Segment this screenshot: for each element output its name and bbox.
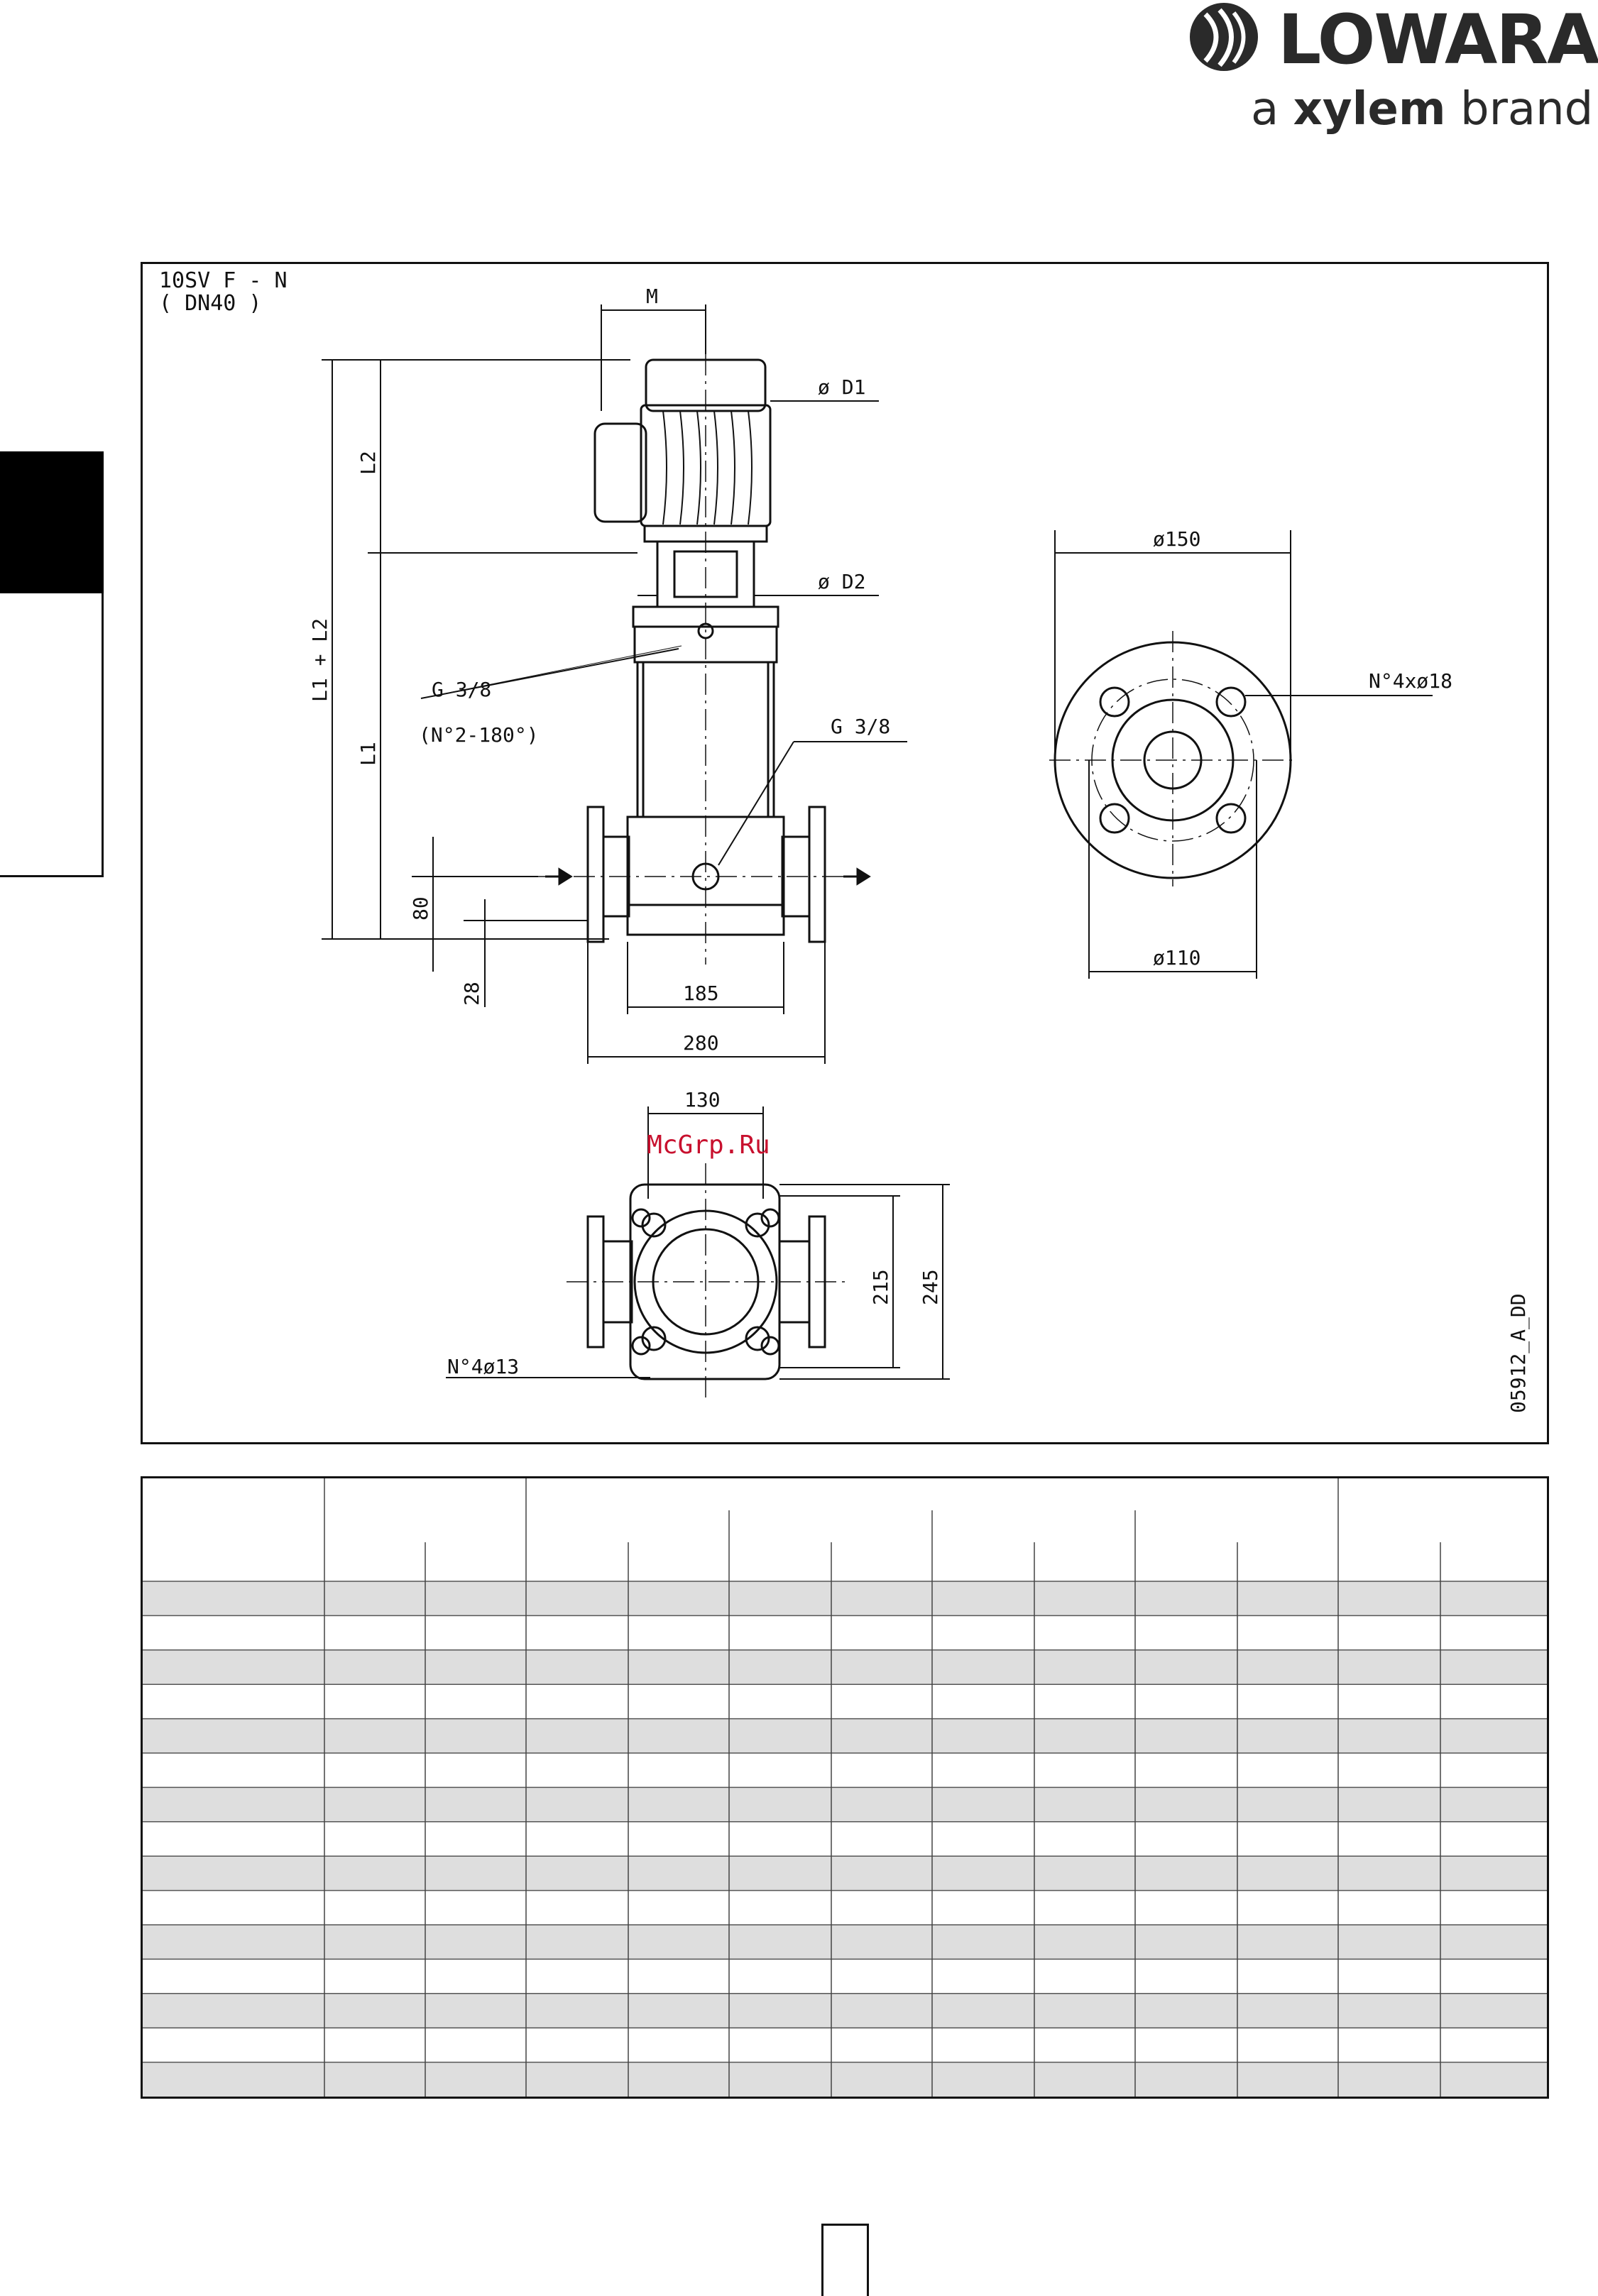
dim-28: 28 — [460, 982, 483, 1006]
brand-tagline — [1251, 83, 1594, 136]
dim-l1-l2: L1 + L2 — [308, 617, 332, 702]
dim-d110: ø110 — [1153, 946, 1201, 970]
dim-n4x18: N°4xø18 — [1369, 669, 1453, 693]
page-number-box — [821, 2224, 869, 2296]
watermark: McGrp.Ru — [647, 1131, 770, 1160]
inlet-flange — [588, 807, 603, 942]
dim-215: 215 — [869, 1269, 892, 1305]
table-row-shaded — [143, 1994, 1547, 2028]
dim-280: 280 — [683, 1031, 719, 1055]
dim-130: 130 — [684, 1088, 721, 1111]
model-size: ( DN40 ) — [159, 291, 262, 316]
dim-n4-13: N°4ø13 — [447, 1355, 520, 1378]
table-row-shaded — [143, 1719, 1547, 1753]
tagline-suffix: brand — [1445, 83, 1594, 136]
table-row-shaded — [143, 1925, 1547, 1959]
dim-l1: L1 — [356, 742, 380, 766]
section-tab-outline — [0, 593, 104, 877]
section-tab — [0, 451, 104, 593]
dim-d1: ø D1 — [818, 375, 866, 399]
dimension-table-grid — [143, 1478, 1547, 2097]
dim-80: 80 — [409, 896, 432, 921]
dim-245: 245 — [919, 1269, 942, 1305]
dim-m: M — [646, 285, 658, 308]
table-row-shaded — [143, 1581, 1547, 1615]
dim-n2-180: (N°2-180°) — [419, 723, 539, 747]
table-row-shaded — [143, 1787, 1547, 1821]
dim-d2: ø D2 — [818, 570, 866, 593]
lowara-logo-icon — [1184, 0, 1264, 74]
model-code: 10SV F - N — [159, 268, 288, 293]
dim-g38-left: G 3/8 — [432, 678, 492, 701]
table-row-shaded — [143, 2062, 1547, 2097]
dim-185: 185 — [683, 982, 719, 1005]
terminal-box — [595, 424, 646, 522]
dim-g38-right: G 3/8 — [831, 715, 891, 738]
dim-d150: ø150 — [1153, 527, 1201, 551]
outlet-flange — [809, 807, 825, 942]
drawing-code: 05912_A_DD — [1506, 1293, 1530, 1413]
tagline-prefix: a — [1251, 83, 1293, 136]
technical-drawing — [141, 262, 1549, 1444]
table-row-shaded — [143, 1650, 1547, 1684]
brand-name: LOWARA — [1278, 0, 1598, 79]
dimension-table — [141, 1476, 1549, 2099]
table-row-shaded — [143, 1856, 1547, 1890]
dim-l2: L2 — [356, 451, 380, 475]
tagline-brand: xylem — [1293, 83, 1446, 136]
